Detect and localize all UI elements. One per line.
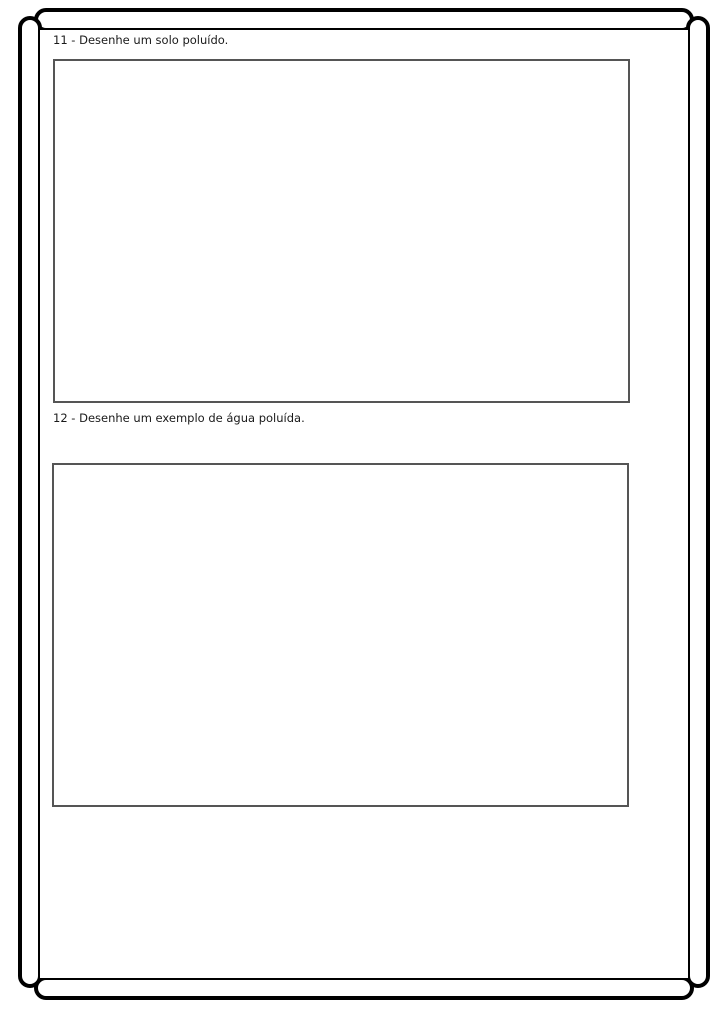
question-11-drawing-box[interactable] — [53, 59, 630, 403]
question-12-drawing-box[interactable] — [52, 463, 629, 807]
right-rail — [688, 18, 708, 986]
top-rail — [36, 10, 692, 30]
question-12-label: 12 - Desenhe um exemplo de água poluída. — [53, 411, 305, 425]
question-11-label: 11 - Desenhe um solo poluído. — [53, 33, 229, 47]
left-rail — [20, 18, 40, 986]
bottom-rail — [36, 978, 692, 998]
